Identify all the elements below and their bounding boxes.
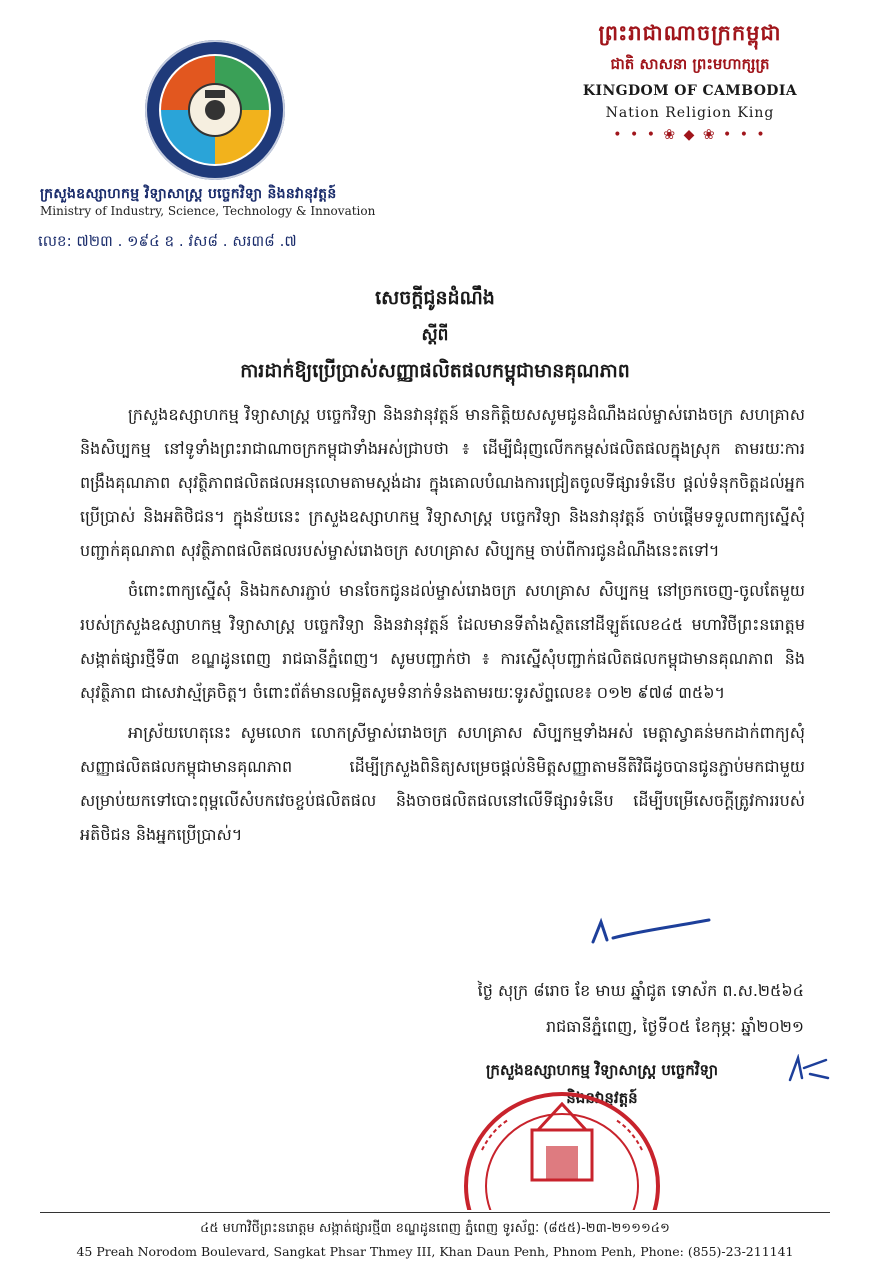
- reference-number: លេខ: ៧២៣ . ១៩៤ ឧ . វស៨ . សរ៣៨ .៧: [38, 232, 297, 250]
- footer-address-km: ៤៥ មហាវិថីព្រះនរោត្តម សង្កាត់ផ្សារថ្មី៣ ខណ្ឌដូនពេញ ភ្នំពេញ ទូរស័ព្ទៈ (៨៥៥)-២៣-២១១១៤១: [200, 1221, 670, 1236]
- ministry-name-km: ក្រសួងឧស្សាហកម្ម វិទ្យាសាស្ត្រ បច្ចេកវិទ្យា និងនវានុវត្តន៍: [40, 186, 337, 202]
- ministry-logo-emblem: [145, 40, 285, 180]
- initials-signature: [784, 1054, 832, 1084]
- notice-body: [80, 398, 805, 858]
- motto-en: Nation Religion King: [605, 105, 775, 121]
- ornament-divider: • • • ❀ ◆ ❀ • • •: [613, 127, 767, 143]
- title-line-1: សេចក្តីជូនដំណឹង: [375, 287, 495, 309]
- body-paragraph: អាស្រ័យហេតុនេះ សូមលោក លោកស្រីម្ចាស់រោងចក្រ សហគ្រាស សិប្បកម្មទាំងអស់ មេត្តាស្វាគន់មកដាក់ពាក្យសុំ សញ្ញាផលិតផលកម្ពុជាមានគុណភាព ដើម្បីក្រសួងពិនិត្យសម្រេចផ្តល់និមិត្តសញ្ញាតាមនីតិវិធីដូចបានជូនភ្ជាប់មកជាមួយ សម្រាប់យកទៅបោះពុម្ពលើសំបកវេចខ្ចប់ផលិតផល និងចាចផលិតផលនៅលើទីផ្សារទំនើប ដើម្បីបម្រើសេចក្តីត្រូវការរបស់អតិថិជន និងអ្នកប្រើប្រាស់។: [80, 723, 805, 844]
- handwritten-mark: [585, 910, 715, 950]
- notice-title: [0, 286, 870, 397]
- official-seal: [462, 1090, 662, 1210]
- ministry-name-en: Ministry of Industry, Science, Technology & Innovation: [40, 204, 376, 218]
- kingdom-header: [570, 20, 810, 143]
- signing-ministry-line-1: ក្រសួងឧស្សាហកម្ម វិទ្យាសាស្ត្រ បច្ចេកវិទ្យា: [485, 1061, 719, 1079]
- kingdom-name-en: KINGDOM OF CAMBODIA: [582, 83, 798, 99]
- signing-ministry-line-2: និងនវានុវត្តន៍: [566, 1089, 638, 1107]
- footer-address-en: 45 Preah Norodom Boulevard, Sangkat Phsar Thmey III, Khan Daun Penh, Phnom Penh, Phone: (855)-23-211141: [76, 1244, 794, 1259]
- solar-date: រាជធានីភ្នំពេញ, ថ្ងៃទី០៥ ខែកុម្ភៈ ឆ្នាំ២០២១: [545, 1017, 804, 1036]
- title-line-2: ស្តីពី: [421, 325, 449, 345]
- body-paragraph: ក្រសួងឧស្សាហកម្ម វិទ្យាសាស្ត្រ បច្ចេកវិទ្យា និងនវានុវត្តន៍ មានកិត្តិយសសូមជូនដំណឹងដល់ម្ចាស់រោងចក្រ សហគ្រាស និងសិប្បកម្ម នៅទូទាំងព្រះរាជាណាចក្រកម្ពុជាទាំងអស់ជ្រាបថា ៖ ដើម្បីជំរុញលើកកម្ពស់ផលិតផលក្នុងស្រុក តាមរយៈការពង្រឹងគុណភាព សុវត្ថិភាពផលិតផលអនុលោមតាមស្តង់ដារ ក្នុងគោលបំណងការជ្រៀតចូលទីផ្សារទំនើប ផ្តល់ទំនុកចិត្តដល់អ្នកប្រើប្រាស់ និងអតិថិជន។ ក្នុងន័យនេះ ក្រសួងឧស្សាហកម្ម វិទ្យាសាស្ត្រ បច្ចេកវិទ្យា និងនវានុវត្តន៍ ចាប់ផ្តើមទទួលពាក្យស្នើសុំបញ្ជាក់គុណភាព សុវត្ថិភាពផលិតផលរបស់ម្ចាស់រោងចក្រ សហគ្រាស សិប្បកម្ម ចាប់ពីការជូនដំណឹងនេះតទៅ។: [80, 405, 805, 560]
- body-paragraph: ចំពោះពាក្យស្នើសុំ និងឯកសារភ្ជាប់ មានចែកជូនដល់ម្ចាស់រោងចក្រ សហគ្រាស សិប្បកម្ម នៅច្រកចេញ-ចូលតែមួយរបស់ក្រសួងឧស្សាហកម្ម វិទ្យាសាស្ត្រ បច្ចេកវិទ្យា និងនវានុវត្តន៍ ដែលមានទីតាំងស្ថិតនៅដីឡូត៍លេខ៤៥ មហាវិថីព្រះនរោត្តម សង្កាត់ផ្សារថ្មីទី៣ ខណ្ឌដូនពេញ រាជធានីភ្នំពេញ។ សូមបញ្ជាក់ថា ៖ ការស្នើសុំបញ្ជាក់ផលិតផលកម្ពុជាមានគុណភាព និងសុវត្ថិភាព ជាសេវាស្ម័គ្រចិត្ត។ ចំពោះព័ត៌មានលម្អិតសូមទំនាក់ទំនងតាមរយៈទូរស័ព្ទលេខ៖ ០១២ ៩៧៨ ៣៥៦។: [80, 581, 805, 702]
- ministry-logo: [145, 40, 285, 180]
- title-line-3: ការដាក់ឱ្យប្រើប្រាស់សញ្ញាផលិតផលកម្ពុជាមានគុណភាព: [240, 360, 630, 382]
- footer-divider: [40, 1212, 830, 1213]
- motto-km: ជាតិ សាសនា ព្រះមហាក្សត្រ: [610, 55, 770, 73]
- lunar-date: ថ្ងៃ សុក្រ ៨រោច ខែ មាឃ ឆ្នាំជូត ទោស័ក ព.ស.២៥៦៤: [477, 981, 804, 1000]
- kingdom-name-km: ព្រះរាជាណាចក្រកម្ពុជា: [598, 21, 782, 45]
